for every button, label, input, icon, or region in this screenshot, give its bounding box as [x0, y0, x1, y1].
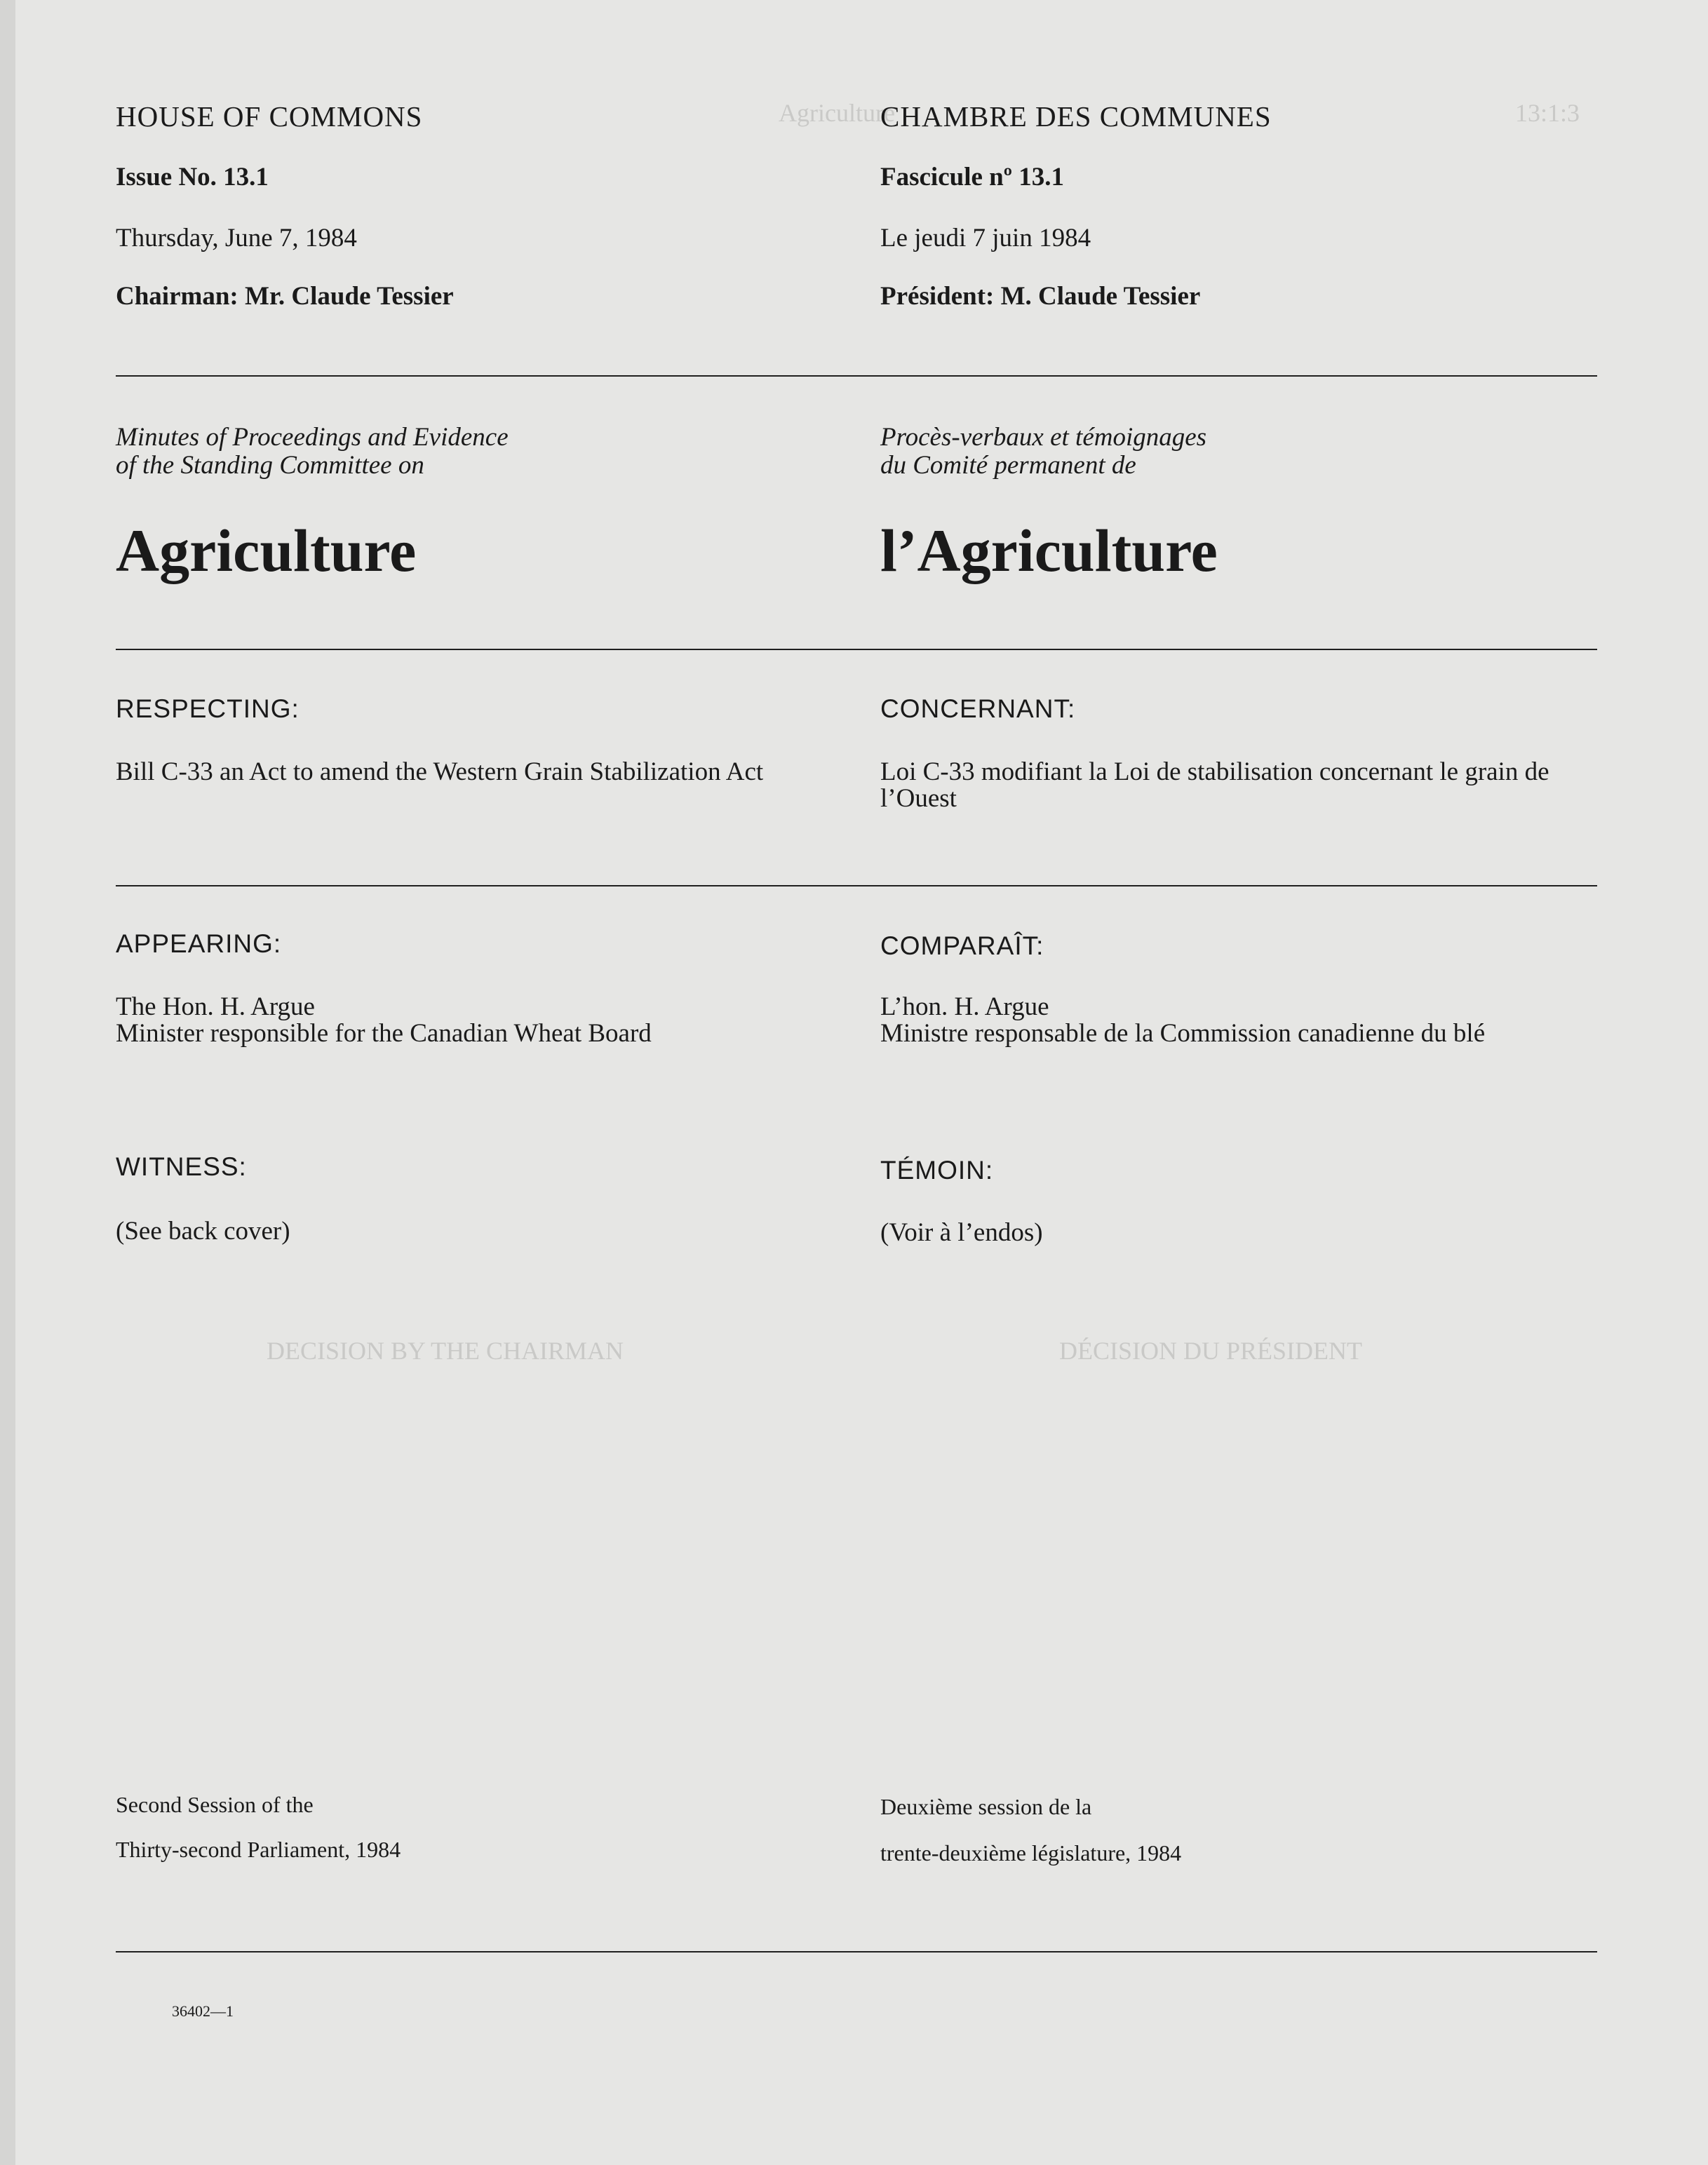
- respecting-label-fr: CONCERNANT:: [880, 694, 1076, 723]
- committee-name-fr: l’Agriculture: [880, 517, 1218, 584]
- house-title-fr: CHAMBRE DES COMMUNES: [880, 100, 1272, 133]
- appearing-block-fr: [880, 994, 1554, 1047]
- witness-label-fr: TÉMOIN:: [880, 1156, 994, 1185]
- meeting-date-fr: Le jeudi 7 juin 1984: [880, 224, 1091, 252]
- print-code: 36402—1: [172, 2002, 234, 2020]
- respecting-text: Bill C-33 an Act to amend the Western Grain Stabilization Act: [116, 757, 764, 786]
- minutes-title: [116, 424, 747, 480]
- appearing-label: APPEARING:: [116, 929, 282, 958]
- minutes-title-line1: Minutes of Proceedings and Evidence: [116, 423, 509, 452]
- witness-label: WITNESS:: [116, 1152, 247, 1181]
- issue-number-fr: Fascicule nº 13.1: [880, 163, 1064, 191]
- session-line1-fr: Deuxième session de la: [880, 1794, 1092, 1819]
- witness-text: (See back cover): [116, 1217, 290, 1246]
- respecting-text-fr: Loi C-33 modifiant la Loi de stabilisation concernant le grain de l’Ouest: [880, 757, 1549, 813]
- committee-name: Agriculture: [116, 517, 417, 584]
- appearing-label-fr: COMPARAÎT:: [880, 931, 1044, 960]
- appearing-block: [116, 994, 789, 1047]
- respecting-label: RESPECTING:: [116, 694, 300, 723]
- divider-rule-3: [116, 885, 1597, 886]
- witness-text-fr: (Voir à l’endos): [880, 1218, 1043, 1247]
- session-line1: Second Session of the: [116, 1792, 314, 1817]
- page-edge-shadow: [0, 0, 15, 2165]
- cover-page: Agriculture 13:1:3 DECISION BY THE CHAIRMAN DÉCISION DU PRÉSIDENT HOUSE OF COMMONS Issue No. 13.1 Thursday, June 7, 1984 Chairman: Mr. Claude Tessier Minutes of Proceedings and Evidence of the Standing Committee on Agriculture RESPECTING: Bill C-33 an Act to amend the Western Grain Stabilization Act APPEARING: The Hon. H. Argue Minister responsible for the Canadian Wheat Board WITNESS: (See back cover) Second Session of the Thirty-second Parliament, 1984 36402—1 CHAMBRE DES COMMUNES Fascicule nº 13.1 Le jeudi 7 juin 1984 Président: M. Claude Tessier Procès-verbaux et témoignages du Comité permanent de l’Agriculture CONCERNANT: Loi C-33 modifiant la Loi de stabilisation concernant le grain de l’Ouest COMPARAÎT: L’hon. H. Argue Ministre responsable de la Commission canadienne du blé TÉMOIN: (Voir à l’endos) Deuxième session de la trente-deuxième législature, 1984: [0, 0, 1708, 2165]
- minutes-title-fr-line2: du Comité permanent de: [880, 451, 1136, 480]
- appearing-name-fr: L’hon. H. Argue: [880, 992, 1049, 1021]
- issue-number: Issue No. 13.1: [116, 163, 269, 191]
- divider-rule-2: [116, 649, 1597, 650]
- appearing-name: The Hon. H. Argue: [116, 992, 315, 1021]
- session-line2: Thirty-second Parliament, 1984: [116, 1837, 401, 1862]
- appearing-role-fr: Ministre responsable de la Commission canadienne du blé: [880, 1019, 1486, 1048]
- house-title: HOUSE OF COMMONS: [116, 100, 423, 133]
- session-line2-fr: trente-deuxième législature, 1984: [880, 1840, 1182, 1866]
- divider-rule-1: [116, 375, 1597, 377]
- minutes-title-fr: [880, 424, 1512, 480]
- chairman-line-fr: Président: M. Claude Tessier: [880, 282, 1201, 311]
- chairman-line: Chairman: Mr. Claude Tessier: [116, 282, 454, 311]
- divider-rule-4: [116, 1951, 1597, 1952]
- minutes-title-fr-line1: Procès-verbaux et témoignages: [880, 423, 1207, 452]
- appearing-role: Minister responsible for the Canadian Wheat Board: [116, 1019, 652, 1048]
- meeting-date: Thursday, June 7, 1984: [116, 224, 357, 252]
- minutes-title-line2: of the Standing Committee on: [116, 451, 424, 480]
